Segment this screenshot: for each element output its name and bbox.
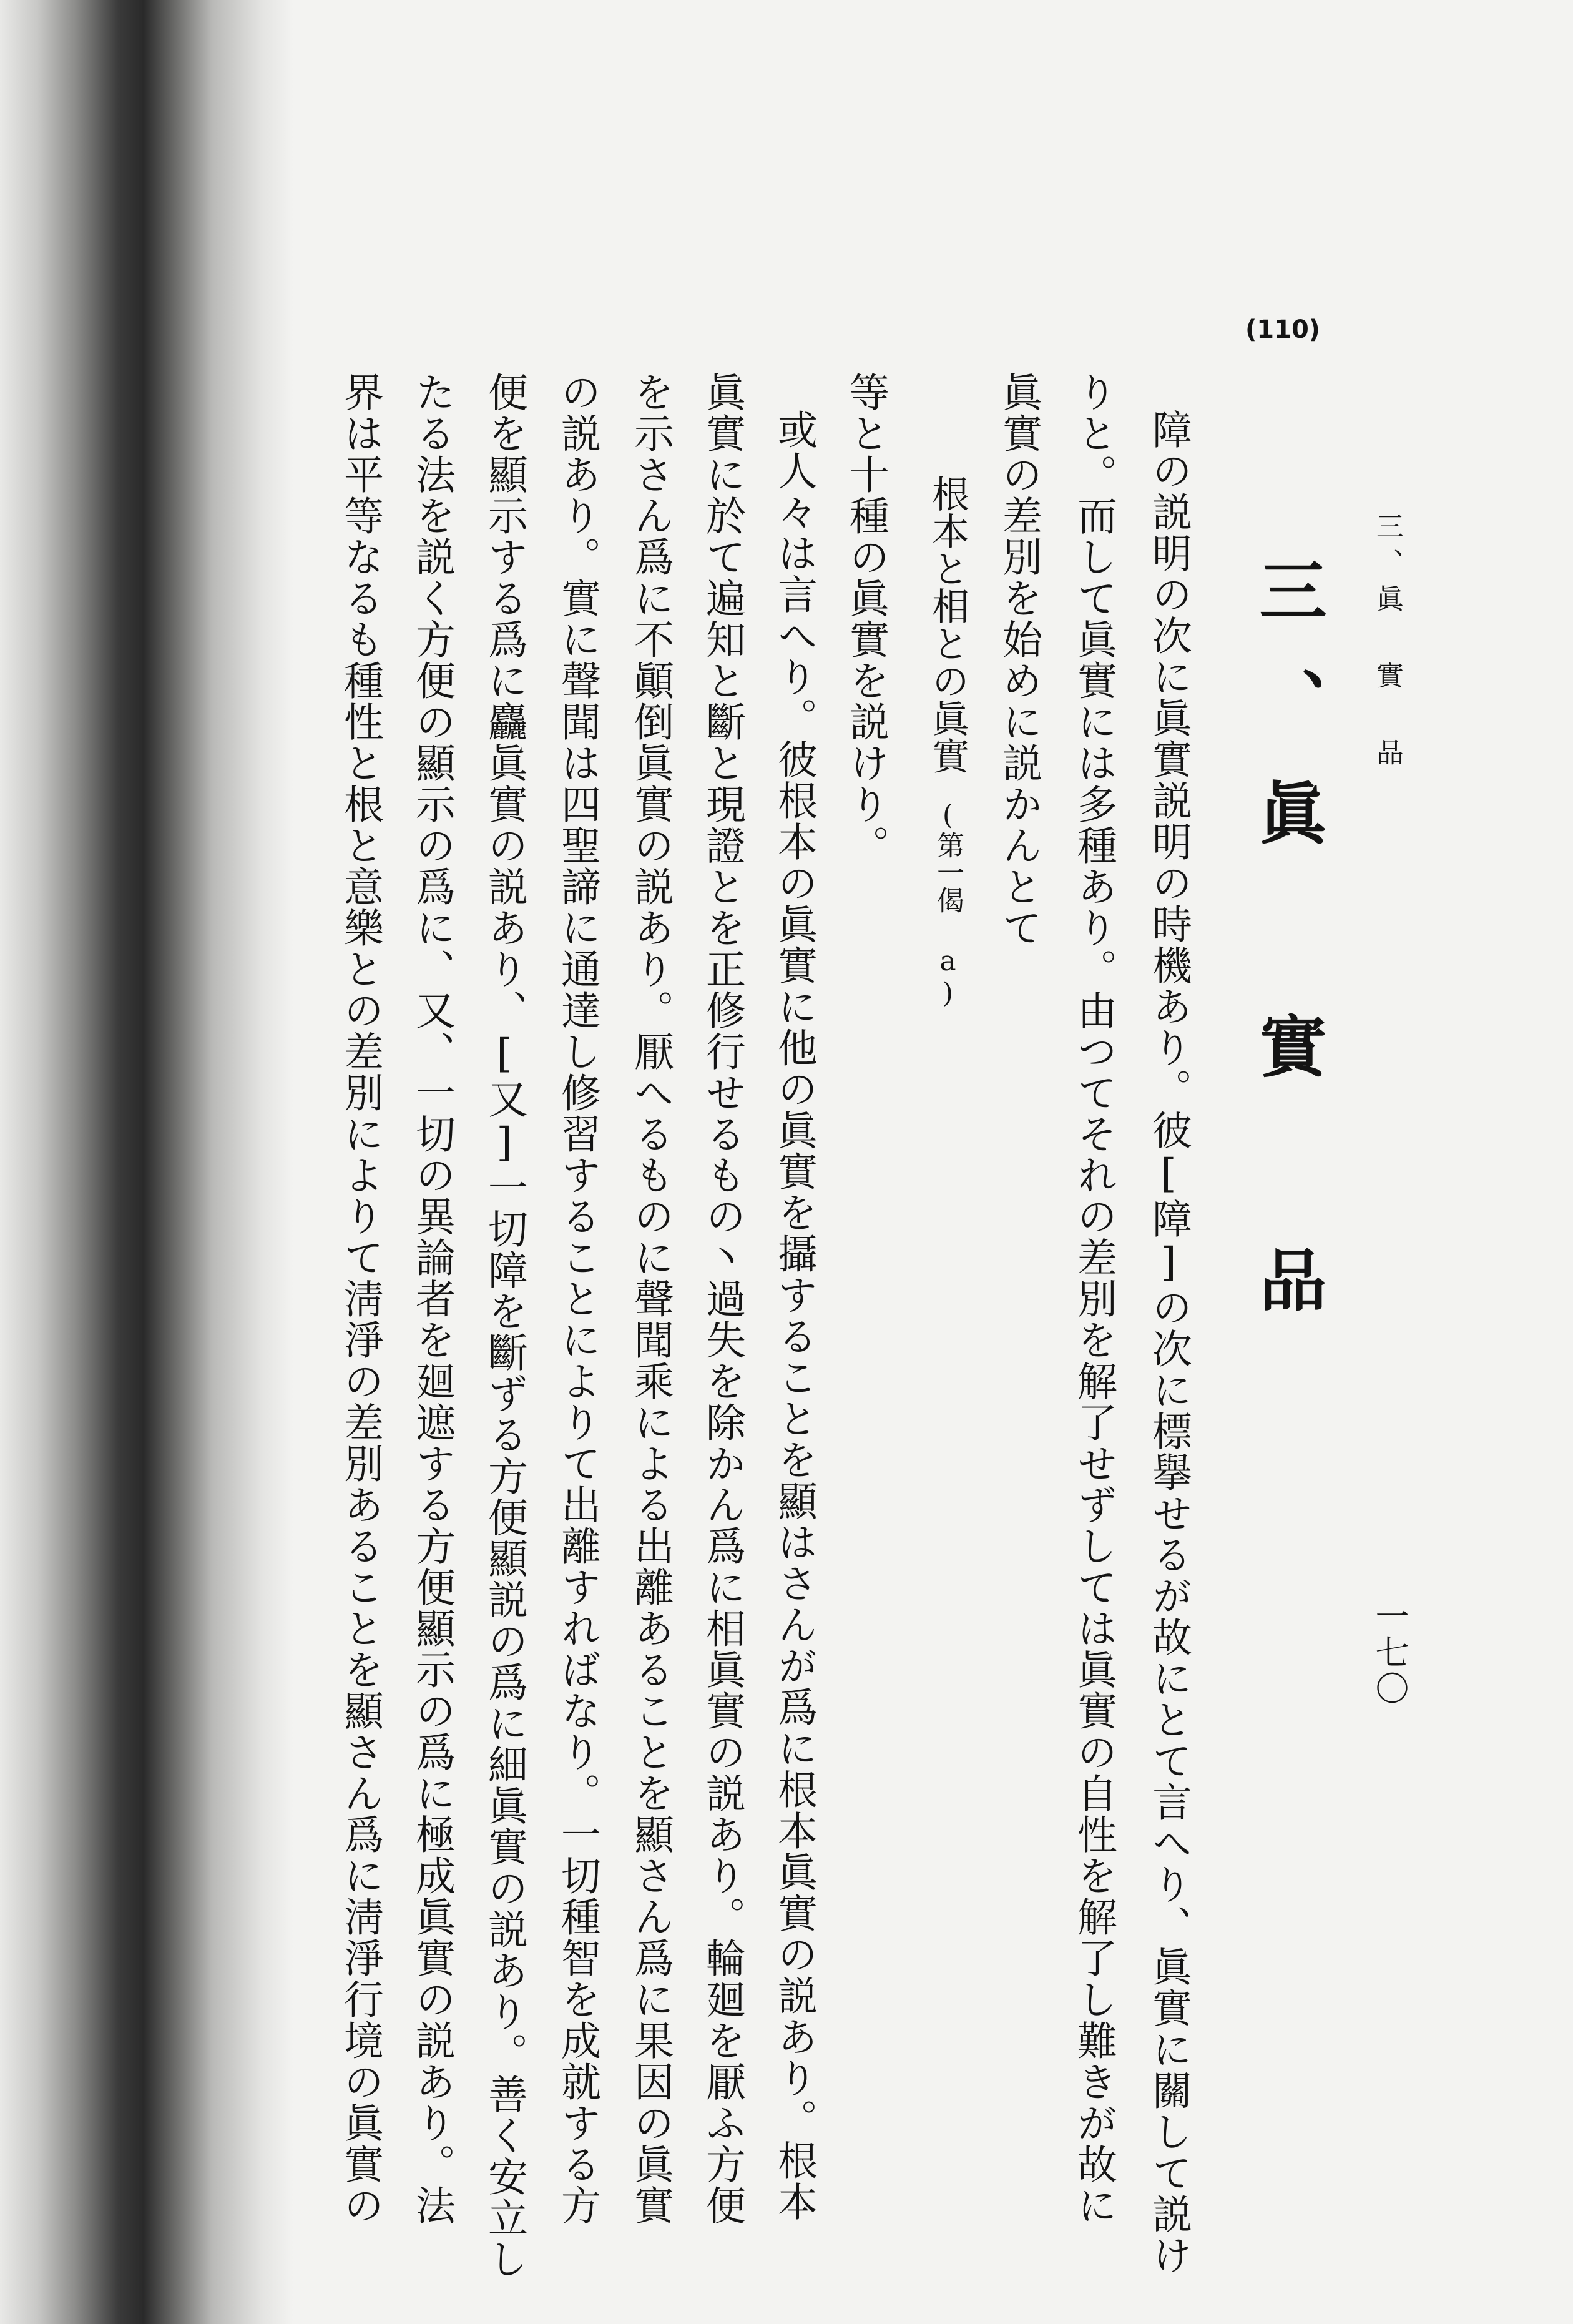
text-line-3: 眞實の差別を始めに説かんとて bbox=[996, 372, 1042, 948]
page-number: 一七〇 bbox=[1370, 1598, 1409, 1707]
original-page-number: (110) bbox=[1245, 315, 1321, 344]
text-line-1: 障の説明の次に眞實説明の時機あり。彼[障]の次に標擧せるが故にとて言へり、眞實に關して説け bbox=[1145, 409, 1192, 2276]
text-line-11: 界は平等なるも種性と根と意樂との差別によりて淸淨の差別あることを顯さん爲に淸淨行境の眞實の bbox=[337, 372, 383, 2226]
running-header: 三、眞 實 品 bbox=[1371, 512, 1403, 774]
text-line-2: りと。而して眞實には多種あり。由つてそれの差別を解了せずしては眞實の自性を解了し難きが故に bbox=[1071, 372, 1117, 2226]
text-line-8: の説あり。實に聲聞は四聖諦に通達し修習することによりて出離すればなり。一切種智を成就する方 bbox=[554, 372, 600, 2226]
chapter-title: 三、眞 實 品 bbox=[1248, 556, 1326, 1356]
verse-reference: (第一偈 a) bbox=[932, 799, 964, 1009]
text-line-9: 便を顯示する爲に麤眞實の説あり、[又]一切障を斷ずる方便顯説の爲に細眞實の説あり。善く安立し bbox=[481, 372, 527, 2280]
text-line-5: 或人々は言へり。彼根本の眞實に他の眞實を攝することを顯はさんが爲に根本眞實の説あり。根本 bbox=[771, 409, 817, 2222]
verse-heading-text: 根本と相との眞實 bbox=[926, 475, 969, 774]
verse-heading bbox=[921, 475, 974, 1009]
text-line-6: 眞實に於て遍知と斷と現證とを正修行せるもの丶過失を除かん爲に相眞實の説あり。輪廻を厭ふ方便 bbox=[699, 372, 745, 2226]
text-line-10: たる法を説く方便の顯示の爲に、又、一切の異論者を廻遮する方便顯示の爲に極成眞實の説あり。法 bbox=[409, 372, 455, 2226]
text-line-7: を示さん爲に不顚倒眞實の説あり。厭へるものに聲聞乘による出離あることを顯さん爲に果因の眞實 bbox=[627, 372, 674, 2226]
binding-shadow bbox=[0, 0, 293, 2324]
text-line-4: 等と十種の眞實を説けり。 bbox=[843, 372, 889, 866]
